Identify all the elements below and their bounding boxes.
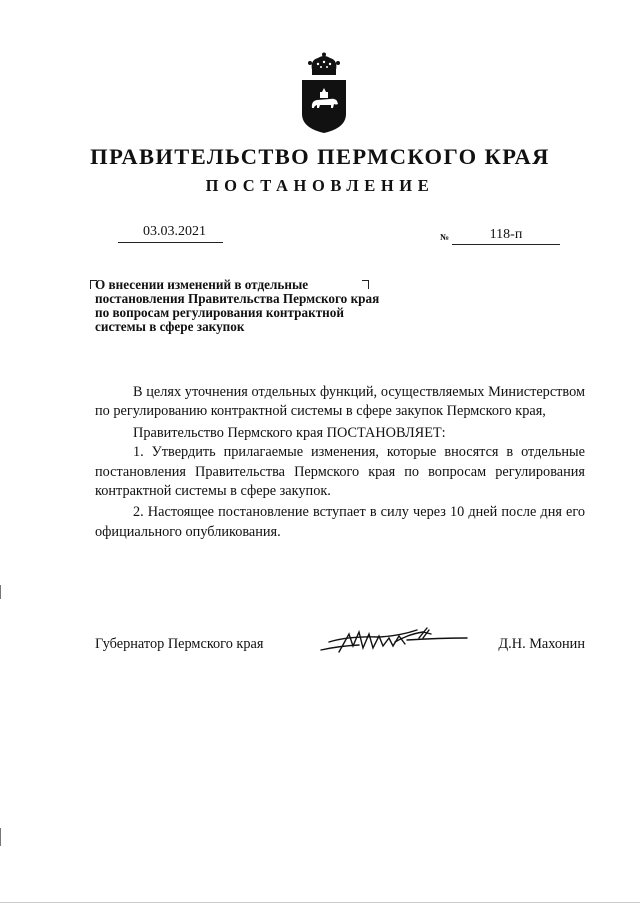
item-1-paragraph: 1. Утвердить прилагаемые изменения, которые вносятся в отдельные постановления Правительства Пермского края по вопросам регулирования контрактной системы в сфере закупок.: [95, 444, 585, 500]
signature-block: [95, 636, 585, 666]
resolves-paragraph: Правительство Пермского края ПОСТАНОВЛЯЕТ:: [133, 424, 446, 441]
signatory-position: Губернатор Пермского края: [95, 636, 264, 652]
number-sign: №: [440, 232, 450, 242]
document-number: 118-п: [452, 225, 560, 245]
preamble-paragraph: В целях уточнения отдельных функций, осуществляемых Министерством по регулированию контрактной системы в сфере закупок Пермского края,: [95, 384, 585, 420]
subject-line: постановления Правительства Пермского края: [95, 291, 380, 306]
scan-edge-mark: [0, 585, 1, 599]
scan-edge-mark: [0, 828, 1, 846]
subject-line: по вопросам регулирования контрактной: [95, 305, 344, 320]
scan-bottom-edge: [0, 902, 640, 903]
document-type: ПОСТАНОВЛЕНИЕ: [205, 176, 435, 195]
coat-of-arms-icon: [298, 52, 350, 134]
document-date: 03.03.2021: [118, 222, 223, 243]
government-title: ПРАВИТЕЛЬСТВО ПЕРМСКОГО КРАЯ: [90, 144, 550, 169]
subject-line: системы в сфере закупок: [95, 319, 245, 334]
subject-line: О внесении изменений в отдельные: [95, 277, 309, 292]
handwritten-signature-icon: [319, 624, 469, 660]
item-2-paragraph: 2. Настоящее постановление вступает в силу через 10 дней после дня его официального опубликования.: [95, 504, 585, 540]
document-subject: [95, 278, 425, 334]
signatory-name: Д.Н. Махонин: [498, 636, 585, 652]
document-body: [95, 383, 585, 542]
